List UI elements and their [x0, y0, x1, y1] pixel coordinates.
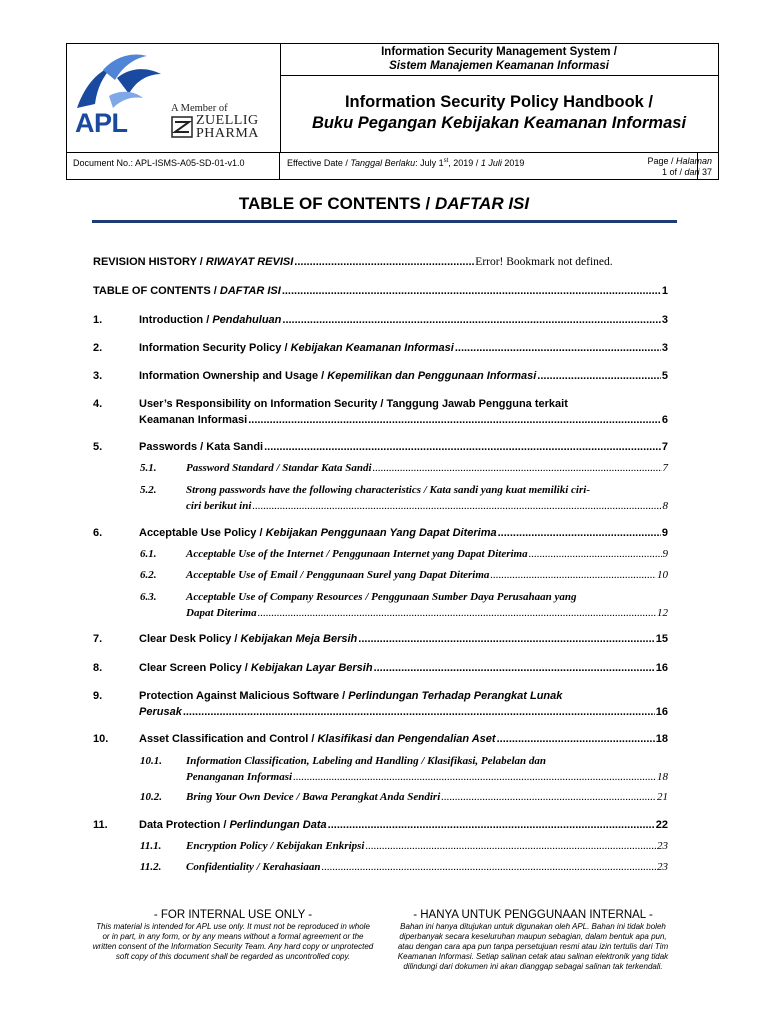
toc-heading: TABLE OF CONTENTS / DAFTAR ISI	[238, 194, 530, 213]
footer-notice-indonesian	[392, 908, 674, 972]
toc-page-number: 10	[657, 569, 668, 581]
heading-divider	[92, 220, 677, 223]
toc-page-number: 7	[662, 462, 668, 474]
document-meta-row	[67, 152, 718, 180]
toc-page-number: 16	[655, 706, 668, 718]
document-header	[66, 43, 719, 180]
toc-page-number: 22	[655, 819, 668, 831]
toc-entry-10-1[interactable]: 10.1. Information Classification, Labeling and Handling / Klasifikasi, Pelabelan dan Penanganan Informasi ..... 18	[93, 753, 668, 785]
zuellig-logo-icon	[171, 116, 193, 138]
footer-body: Bahan ini hanya ditujukan untuk digunakan oleh APL. Bahan ini tidak boleh diperbanyak secara keseluruhan maupun sebagian, dalam bentuk apa pun, atau dengan cara apa pun tanpa persetujuan resmi atau izin tertulis dari Tim Keamanan Informasi. Setiap salinan cetak atau salinan elektronik yang tidak dilindungi dari dokumen ini akan dianggap sebagai salinan tak terkendali.	[397, 922, 669, 971]
system-name: Information Security Management System / Sistem Manajemen Keamanan Informasi	[280, 44, 718, 76]
toc-entry-4[interactable]: 4. User’s Responsibility on Information Security / Tanggung Jawab Pengguna terkait Keamanan Informasi ..... 6	[93, 396, 668, 428]
toc-page-number: 3	[661, 342, 668, 354]
toc-page-number: 5	[661, 370, 668, 382]
logo-area	[67, 44, 281, 152]
document-number: Document No.: APL-ISMS-A05-SD-01-v1.0	[67, 153, 280, 180]
footer-heading: - FOR INTERNAL USE ONLY -	[153, 909, 313, 921]
footer-notice-english	[92, 908, 374, 962]
toc-page-number: 8	[662, 500, 668, 512]
toc-page-number: 1	[661, 285, 668, 297]
toc-page-number: 15	[655, 633, 668, 645]
toc-page-number: 16	[655, 662, 668, 674]
effective-date: Effective Date / Tanggal Berlaku: July 1st, 2019 / 1 Juli 2019	[280, 153, 698, 180]
apl-logo-text: APL	[75, 108, 128, 138]
toc-page-number: 18	[655, 733, 668, 745]
toc-page-number: 3	[661, 314, 668, 326]
toc-entry-6-3[interactable]: 6.3. Acceptable Use of Company Resources / Penggunaan Sumber Daya Perusahaan yang Dapat Diterima ..... 12	[93, 589, 668, 621]
toc-page-number: 23	[657, 840, 668, 852]
toc-page-number: 21	[657, 791, 668, 803]
toc-page-number: 7	[661, 441, 668, 453]
apl-logo-swoosh	[73, 50, 168, 112]
footer-body: This material is intended for APL use only. It must not be reproduced in whole or in part, in any form, or by any means without a formal agreement or the written consent of the Information Security Team. Any hard copy or unprotected soft copy of this document shall be regarded as uncontrolled copy.	[92, 922, 374, 961]
toc-entry-5-2[interactable]: 5.2. Strong passwords have the following characteristics / Kata sandi yang kuat memiliki ciri- ciri berikut ini ..... 8	[93, 482, 668, 514]
toc-page-number: 6	[661, 414, 668, 426]
toc-page-number: 9	[662, 548, 668, 560]
toc-entry-9[interactable]: 9. Protection Against Malicious Software / Perlindungan Terhadap Perangkat Lunak Perusak ..... 16	[93, 688, 668, 720]
zuellig-pharma-name: ZUELLIG PHARMA	[196, 113, 259, 141]
toc-page-number: 23	[657, 861, 668, 873]
footer-heading: - HANYA UNTUK PENGGUNAAN INTERNAL -	[413, 909, 653, 921]
toc-page-number: 18	[657, 771, 668, 783]
page-number: Page / Halaman 1 of / dari 37	[647, 156, 712, 177]
toc-page-number: Error! Bookmark not defined.	[475, 256, 613, 268]
member-of-text: A Member of	[171, 103, 228, 114]
toc-page-number: 9	[661, 527, 668, 539]
document-title: Information Security Policy Handbook / Buku Pegangan Kebijakan Keamanan Informasi	[311, 93, 687, 132]
toc-page-number: 12	[657, 607, 668, 619]
